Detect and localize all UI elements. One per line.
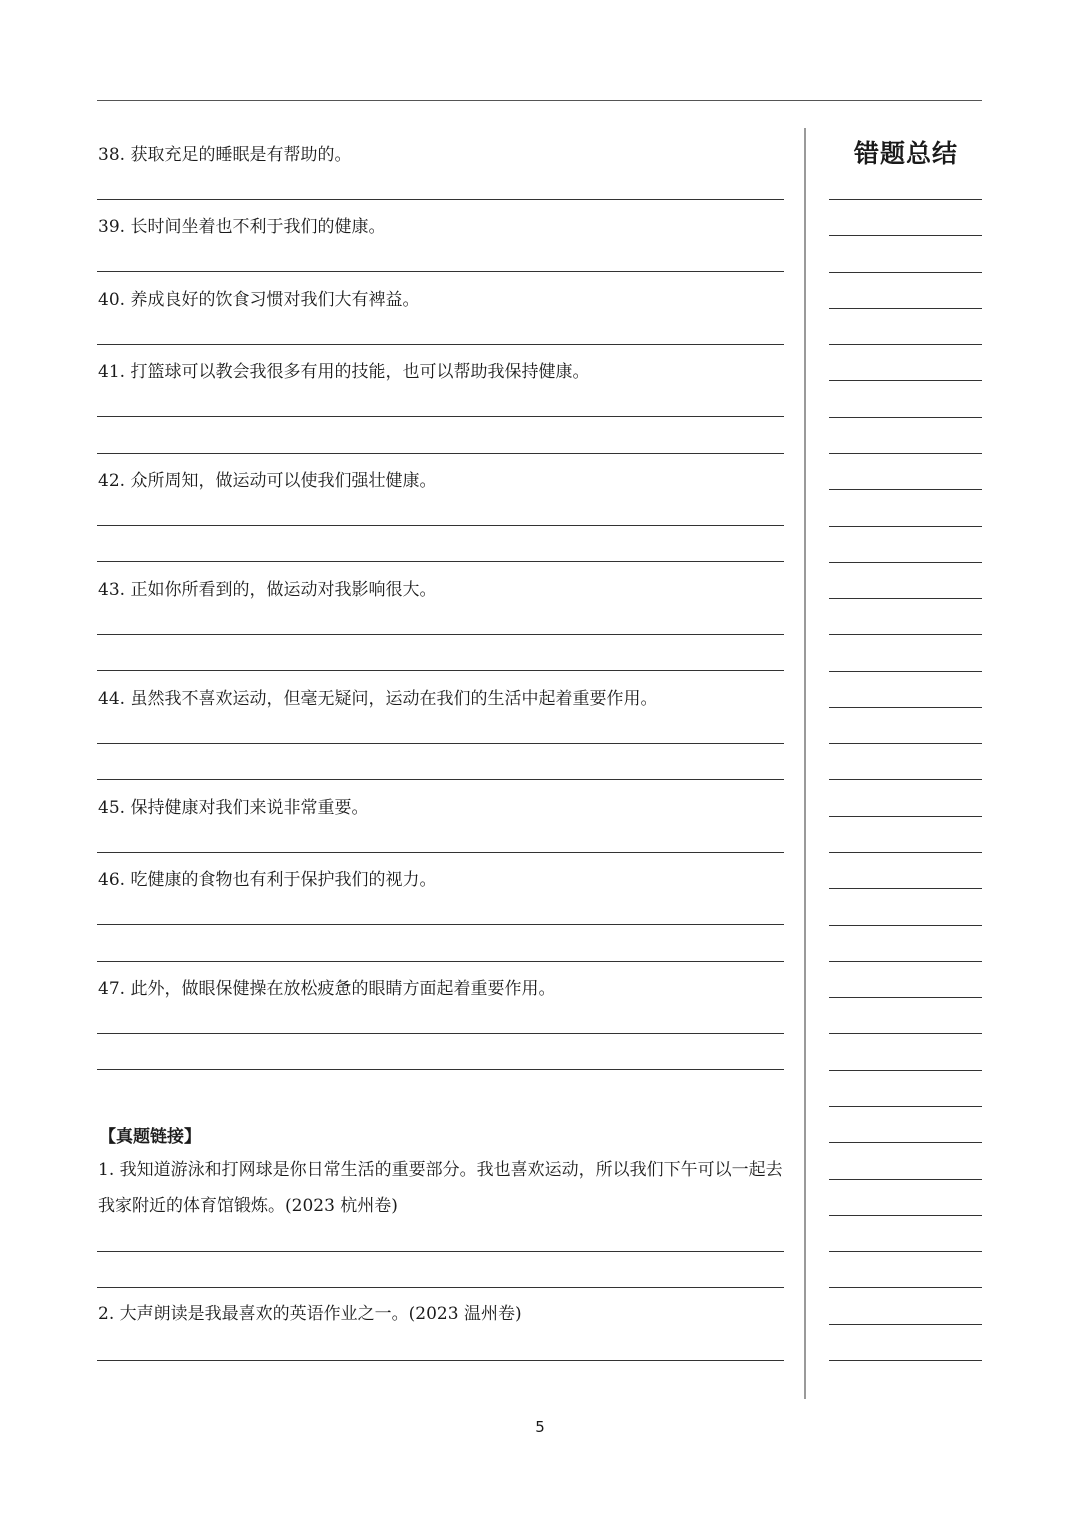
- summary-line[interactable]: [829, 235, 982, 236]
- answer-line[interactable]: [97, 779, 784, 780]
- question-39: 39. 长时间坐着也不利于我们的健康。: [98, 217, 386, 237]
- summary-line[interactable]: [829, 562, 982, 563]
- question-40: 40. 养成良好的饮食习惯对我们大有裨益。: [98, 290, 420, 310]
- mistake-summary-title: 错题总结: [853, 139, 958, 168]
- summary-line[interactable]: [829, 526, 982, 527]
- summary-line[interactable]: [829, 888, 982, 889]
- answer-line[interactable]: [97, 961, 784, 962]
- answer-line[interactable]: [97, 561, 784, 562]
- answer-line[interactable]: [97, 1033, 784, 1034]
- answer-line[interactable]: [97, 199, 784, 200]
- page-number: 5: [535, 1418, 545, 1436]
- summary-line[interactable]: [829, 380, 982, 381]
- summary-line[interactable]: [829, 417, 982, 418]
- answer-line[interactable]: [97, 453, 784, 454]
- real-exam-question-1: 1. 我知道游泳和打网球是你日常生活的重要部分。我也喜欢运动，所以我们下午可以一起去我家附近的体育馆锻炼。(2023 杭州卷): [98, 1160, 783, 1216]
- answer-line[interactable]: [97, 1069, 784, 1070]
- summary-line[interactable]: [829, 925, 982, 926]
- question-41: 41. 打篮球可以教会我很多有用的技能，也可以帮助我保持健康。: [98, 362, 590, 382]
- question-47: 47. 此外，做眼保健操在放松疲惫的眼睛方面起着重要作用。: [98, 979, 556, 999]
- summary-line[interactable]: [829, 852, 982, 853]
- question-46: 46. 吃健康的食物也有利于保护我们的视力。: [98, 870, 437, 890]
- answer-line[interactable]: [97, 634, 784, 635]
- summary-line[interactable]: [829, 707, 982, 708]
- answer-line[interactable]: [97, 743, 784, 744]
- summary-line[interactable]: [829, 961, 982, 962]
- summary-line[interactable]: [829, 344, 982, 345]
- real-exam-heading: 【真题链接】: [99, 1127, 201, 1147]
- summary-line[interactable]: [829, 1142, 982, 1143]
- summary-line[interactable]: [829, 634, 982, 635]
- question-42: 42. 众所周知，做运动可以使我们强壮健康。: [98, 471, 437, 491]
- answer-line[interactable]: [97, 344, 784, 345]
- summary-line[interactable]: [829, 1251, 982, 1252]
- summary-line[interactable]: [829, 743, 982, 744]
- summary-line[interactable]: [829, 1106, 982, 1107]
- summary-line[interactable]: [829, 1324, 982, 1325]
- answer-line[interactable]: [97, 271, 784, 272]
- summary-line[interactable]: [829, 453, 982, 454]
- answer-line[interactable]: [97, 1360, 784, 1361]
- summary-line[interactable]: [829, 1033, 982, 1034]
- summary-line[interactable]: [829, 272, 982, 273]
- answer-line[interactable]: [97, 670, 784, 671]
- answer-line[interactable]: [97, 1251, 784, 1252]
- column-divider: [804, 128, 806, 1399]
- summary-line[interactable]: [829, 1360, 982, 1361]
- answer-line[interactable]: [97, 924, 784, 925]
- question-45: 45. 保持健康对我们来说非常重要。: [98, 798, 369, 818]
- summary-line[interactable]: [829, 671, 982, 672]
- answer-line[interactable]: [97, 1287, 784, 1288]
- real-exam-question-2: 2. 大声朗读是我最喜欢的英语作业之一。(2023 温州卷): [98, 1304, 522, 1324]
- answer-line[interactable]: [97, 852, 784, 853]
- summary-line[interactable]: [829, 1070, 982, 1071]
- summary-line[interactable]: [829, 199, 982, 200]
- summary-line[interactable]: [829, 779, 982, 780]
- summary-line[interactable]: [829, 489, 982, 490]
- header-rule: [97, 100, 982, 101]
- answer-line[interactable]: [97, 416, 784, 417]
- summary-line[interactable]: [829, 598, 982, 599]
- summary-line[interactable]: [829, 1215, 982, 1216]
- summary-line[interactable]: [829, 997, 982, 998]
- summary-line[interactable]: [829, 816, 982, 817]
- question-43: 43. 正如你所看到的，做运动对我影响很大。: [98, 580, 437, 600]
- question-38: 38. 获取充足的睡眠是有帮助的。: [98, 145, 352, 165]
- summary-line[interactable]: [829, 1287, 982, 1288]
- summary-line[interactable]: [829, 1179, 982, 1180]
- answer-line[interactable]: [97, 525, 784, 526]
- summary-line[interactable]: [829, 308, 982, 309]
- question-44: 44. 虽然我不喜欢运动，但毫无疑问，运动在我们的生活中起着重要作用。: [98, 689, 658, 709]
